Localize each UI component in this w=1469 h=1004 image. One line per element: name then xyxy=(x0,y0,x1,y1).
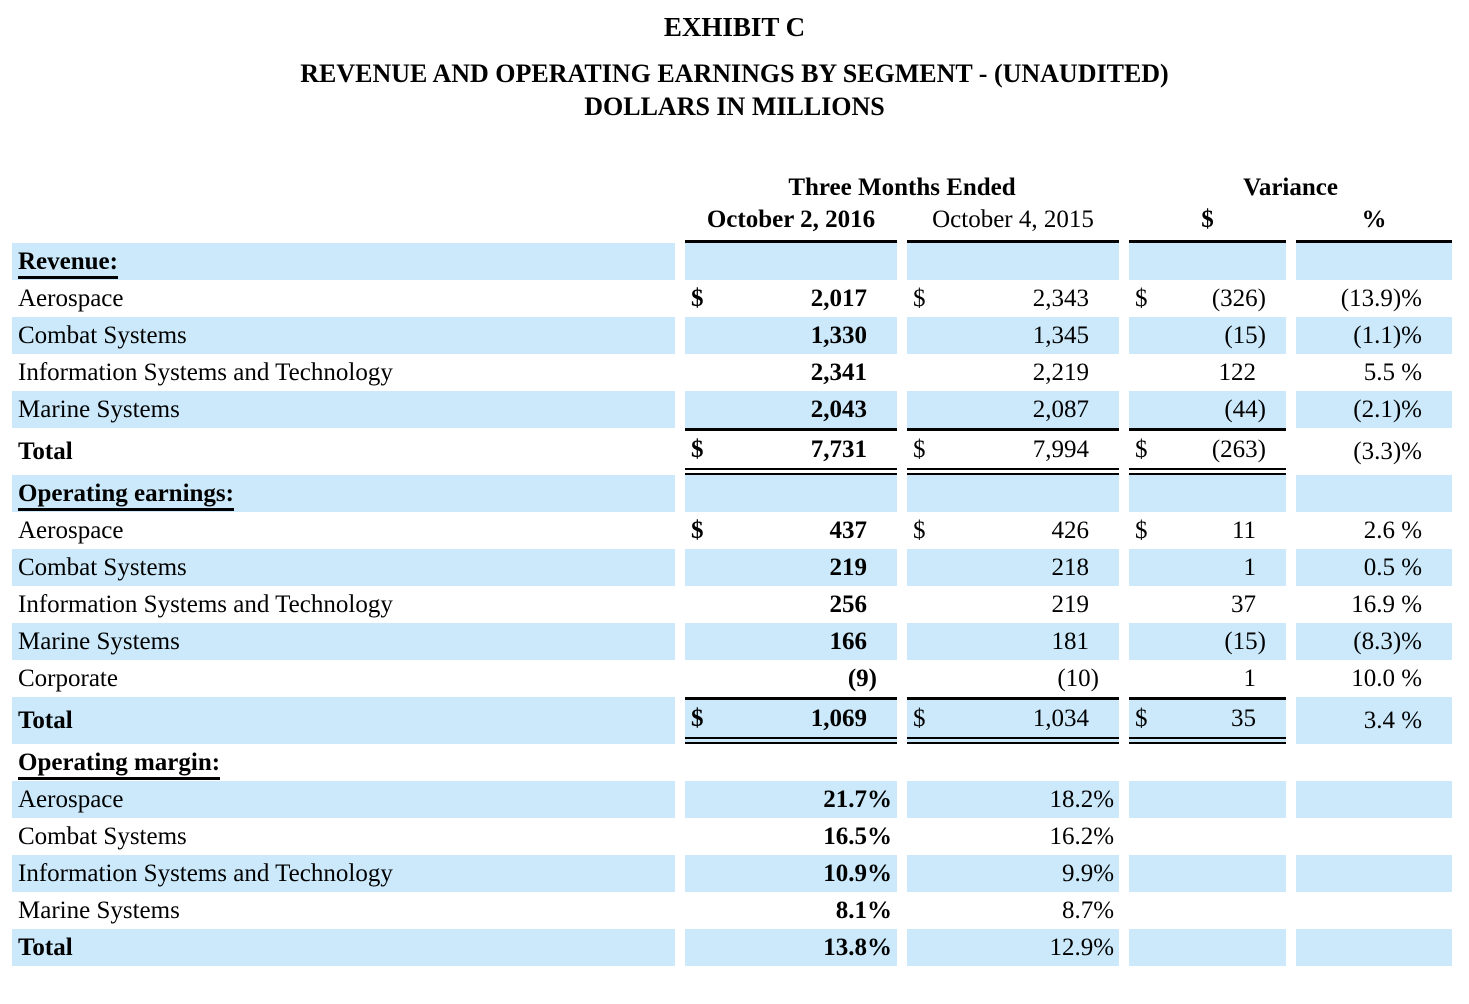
cell-variance-dollar xyxy=(1129,855,1286,892)
table-row xyxy=(12,512,1452,549)
cell-variance-dollar: 37 xyxy=(1231,591,1257,618)
cell-variance-percent xyxy=(1296,892,1452,929)
cell-2015: 2,219 xyxy=(1032,359,1090,386)
cell-2015: $ 426 xyxy=(913,517,1090,544)
cell-variance-percent xyxy=(1296,855,1452,892)
dollar-sign: $ xyxy=(691,285,704,312)
dollar-sign: $ xyxy=(691,517,704,544)
table-row xyxy=(12,818,1452,855)
cell-variance-dollar xyxy=(1129,818,1286,855)
cell-2016 xyxy=(685,744,897,781)
title-block xyxy=(0,0,1469,123)
cell-variance-dollar: (44) xyxy=(1129,391,1286,428)
cell-2016: 21.7% xyxy=(685,781,897,818)
cell-variance-percent: 3.4 % xyxy=(1296,697,1452,744)
cell-2015: 1,345 xyxy=(907,317,1119,354)
cell-2015: 2,087 xyxy=(907,391,1119,428)
cell-variance-percent: 10.0 % xyxy=(1351,665,1423,692)
row-label: Operating margin: xyxy=(12,744,675,781)
row-label: Information Systems and Technology xyxy=(18,359,393,386)
dollar-sign: $ xyxy=(913,285,926,312)
cell-variance-percent: 5.5 % xyxy=(1363,359,1423,386)
table-row xyxy=(12,280,1452,317)
segment-table xyxy=(2,167,1462,966)
group-header-row xyxy=(12,167,1452,205)
cell-2015 xyxy=(907,243,1119,280)
col-group-variance: Variance xyxy=(1243,174,1338,201)
cell-2016: $ 2,017 xyxy=(691,285,867,312)
cell-2015: 8.7% xyxy=(1061,897,1115,924)
table-row xyxy=(12,428,1452,475)
cell-variance-dollar: $ 35 xyxy=(1129,697,1286,744)
row-label: Marine Systems xyxy=(12,391,675,428)
table-row xyxy=(12,317,1452,354)
header-spacer xyxy=(12,167,675,205)
report-title: REVENUE AND OPERATING EARNINGS BY SEGMENT - (UNAUDITED) xyxy=(300,59,1169,88)
cell-variance-percent xyxy=(1296,781,1452,818)
cell-variance-dollar xyxy=(1129,744,1286,781)
dollar-sign: $ xyxy=(1135,517,1148,544)
cell-2016: 256 xyxy=(829,591,867,618)
cell-variance-percent: 0.5 % xyxy=(1296,549,1452,586)
cell-2015: 219 xyxy=(1051,591,1090,618)
cell-variance-dollar: $ 11 xyxy=(1135,517,1257,544)
cell-2016: 2,043 xyxy=(685,391,897,428)
table-row xyxy=(12,549,1452,586)
dollar-sign: $ xyxy=(913,705,926,732)
cell-variance-percent: (2.1)% xyxy=(1296,391,1452,428)
row-label: Combat Systems xyxy=(12,549,675,586)
table-row xyxy=(12,623,1452,660)
cell-variance-dollar xyxy=(1129,892,1286,929)
header-spacer xyxy=(12,205,675,243)
cell-2016: 16.5% xyxy=(823,823,892,850)
cell-variance-dollar: $ (263) xyxy=(1129,428,1286,475)
cell-2016: $ 7,731 xyxy=(685,428,897,475)
table-row xyxy=(12,855,1452,892)
table-row xyxy=(12,781,1452,818)
col-header-october-2-2016: October 2, 2016 xyxy=(685,205,897,243)
cell-2016 xyxy=(685,475,897,512)
cell-variance-percent xyxy=(1296,818,1452,855)
dollar-sign: $ xyxy=(913,436,926,463)
row-label: Operating earnings: xyxy=(12,475,675,512)
dollar-sign: $ xyxy=(1135,705,1148,732)
dollar-sign: $ xyxy=(1135,285,1148,312)
cell-variance-percent: (8.3)% xyxy=(1296,623,1452,660)
row-label: Total xyxy=(12,929,675,966)
row-label: Aerospace xyxy=(12,781,675,818)
table-row xyxy=(12,586,1452,623)
cell-2016: 8.1% xyxy=(835,897,892,924)
cell-2016: 1,330 xyxy=(685,317,897,354)
cell-variance-percent xyxy=(1296,243,1452,280)
dollar-sign: $ xyxy=(691,705,704,732)
cell-variance-dollar xyxy=(1129,929,1286,966)
row-label: Corporate xyxy=(18,665,118,692)
row-label: Combat Systems xyxy=(18,823,187,850)
cell-2016: (9) xyxy=(847,665,877,692)
table-row xyxy=(12,929,1452,966)
cell-2015 xyxy=(907,475,1119,512)
cell-2016: 10.9% xyxy=(685,855,897,892)
cell-variance-percent: (3.3)% xyxy=(1353,438,1423,465)
cell-2016 xyxy=(685,243,897,280)
cell-2015: 16.2% xyxy=(1049,823,1115,850)
table-row xyxy=(12,660,1452,697)
cell-variance-percent: (1.1)% xyxy=(1296,317,1452,354)
cell-variance-dollar: (15) xyxy=(1129,623,1286,660)
table-row xyxy=(12,243,1452,280)
cell-variance-percent xyxy=(1296,475,1452,512)
units-note: DOLLARS IN MILLIONS xyxy=(584,92,885,121)
cell-2015: (10) xyxy=(1057,665,1100,692)
table-row xyxy=(12,475,1452,512)
row-label: Revenue: xyxy=(12,243,675,280)
exhibit-title: EXHIBIT C xyxy=(663,12,806,42)
cell-variance-dollar: 1 xyxy=(1243,665,1257,692)
table-row xyxy=(12,354,1452,391)
dollar-sign: $ xyxy=(691,436,704,463)
cell-2015 xyxy=(907,744,1119,781)
cell-2015: 218 xyxy=(907,549,1119,586)
table-row xyxy=(12,892,1452,929)
row-label: Information Systems and Technology xyxy=(18,591,393,618)
cell-variance-percent: 2.6 % xyxy=(1363,517,1423,544)
row-label: Marine Systems xyxy=(12,623,675,660)
cell-variance-dollar: 1 xyxy=(1129,549,1286,586)
cell-variance-dollar xyxy=(1129,243,1286,280)
row-label: Combat Systems xyxy=(12,317,675,354)
row-label: Total xyxy=(12,697,675,744)
row-label: Aerospace xyxy=(18,285,124,312)
cell-variance-percent xyxy=(1296,744,1452,781)
table-row xyxy=(12,697,1452,744)
table-row xyxy=(12,744,1452,781)
cell-variance-dollar xyxy=(1129,475,1286,512)
col-header-variance-dollar: $ xyxy=(1129,205,1286,243)
col-header-october-4-2015: October 4, 2015 xyxy=(907,205,1119,243)
table-row xyxy=(12,391,1452,428)
cell-2016: $ 1,069 xyxy=(685,697,897,744)
cell-2016: $ 437 xyxy=(691,517,867,544)
col-header-variance-percent: % xyxy=(1296,205,1452,243)
cell-2015: $ 2,343 xyxy=(913,285,1090,312)
col-group-three-months-ended: Three Months Ended xyxy=(788,174,1016,201)
cell-variance-dollar xyxy=(1129,781,1286,818)
cell-variance-percent xyxy=(1296,929,1452,966)
cell-2016: 13.8% xyxy=(685,929,897,966)
row-label: Information Systems and Technology xyxy=(12,855,675,892)
cell-variance-dollar: (15) xyxy=(1129,317,1286,354)
column-header-row xyxy=(12,205,1452,243)
row-label: Total xyxy=(18,438,73,465)
cell-2016: 2,341 xyxy=(810,359,867,386)
cell-2015: 12.9% xyxy=(907,929,1119,966)
cell-2015: $ 1,034 xyxy=(907,697,1119,744)
cell-2015: $ 7,994 xyxy=(907,428,1119,475)
cell-variance-dollar: $ (326) xyxy=(1135,285,1267,312)
cell-variance-percent: (13.9)% xyxy=(1340,285,1423,312)
dollar-sign: $ xyxy=(913,517,926,544)
cell-2016: 219 xyxy=(685,549,897,586)
cell-2015: 181 xyxy=(907,623,1119,660)
cell-2016: 166 xyxy=(685,623,897,660)
cell-2015: 18.2% xyxy=(907,781,1119,818)
row-label: Marine Systems xyxy=(18,897,180,924)
dollar-sign: $ xyxy=(1135,436,1148,463)
cell-2015: 9.9% xyxy=(907,855,1119,892)
row-label: Aerospace xyxy=(18,517,124,544)
cell-variance-dollar: 122 xyxy=(1218,359,1257,386)
cell-variance-percent: 16.9 % xyxy=(1351,591,1423,618)
